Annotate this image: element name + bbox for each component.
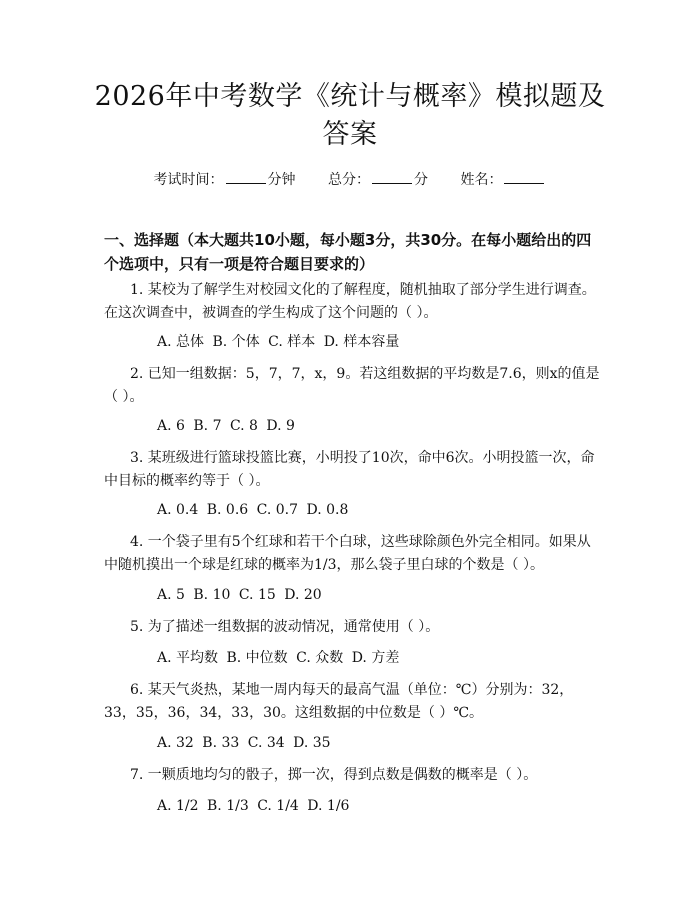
exam-time-field	[154, 172, 300, 188]
option: D. 样本容量	[323, 334, 400, 350]
option: C. 1/4	[257, 798, 299, 814]
option: A. 平均数	[157, 650, 219, 666]
student-name-blank	[504, 169, 544, 184]
option: A. 6	[157, 418, 185, 434]
question-1-options	[157, 332, 403, 352]
option: A. 32	[157, 735, 194, 751]
question-6-text: 6. 某天气炎热，某地一周内每天的最高气温（单位：℃）分别为：32，33，35，36，34，33，30。这组数据的中位数是（ ）℃。	[104, 682, 574, 721]
question-3-options	[157, 500, 352, 520]
option: C. 15	[238, 587, 276, 603]
question-4-text: 4. 一个袋子里有5个红球和若干个白球，这些球除颜色外完全相同。如果从中随机摸出一个球是红球的概率为1/3，那么袋子里白球的个数是（ ）。	[104, 534, 591, 573]
option: B. 中位数	[226, 650, 288, 666]
section-header-choice: 一、选择题（本大题共10小题，每小题3分，共30分。在每小题给出的四个选项中，只有一项是符合题目要求的）	[104, 231, 592, 273]
question-6-options	[157, 733, 335, 753]
option: B. 个体	[212, 334, 260, 350]
option: C. 8	[229, 418, 258, 434]
total-score-label: 总分：	[328, 172, 370, 188]
option: A. 0.4	[157, 502, 199, 518]
student-name-label: 姓名：	[460, 172, 503, 188]
option: A. 总体	[157, 334, 205, 350]
option: A. 5	[157, 587, 185, 603]
question-7-options	[157, 796, 353, 816]
question-2-options	[157, 416, 299, 436]
option: D. 方差	[351, 650, 400, 666]
option: B. 10	[193, 587, 231, 603]
total-score-field	[328, 172, 432, 188]
question-3-text: 3. 某班级进行篮球投篮比赛，小明投了10次，命中6次。小明投篮一次，命中目标的概率约等于（ ）。	[104, 450, 595, 489]
option: B. 1/3	[207, 798, 249, 814]
option: D. 0.8	[306, 502, 349, 518]
option: B. 0.6	[206, 502, 249, 518]
student-name-field	[460, 172, 546, 188]
option: A. 1/2	[157, 798, 199, 814]
question-7-text: 7. 一颗质地均匀的骰子，掷一次，得到点数是偶数的概率是（ ）。	[130, 767, 538, 783]
exam-time-unit: 分钟	[267, 172, 296, 188]
option: C. 34	[247, 735, 285, 751]
exam-time-blank	[226, 169, 266, 184]
option: C. 样本	[268, 334, 316, 350]
exam-info-line	[0, 169, 700, 190]
option: C. 0.7	[256, 502, 299, 518]
option: B. 33	[202, 735, 240, 751]
option: D. 9	[266, 418, 295, 434]
option: D. 1/6	[307, 798, 350, 814]
question-4-options	[157, 585, 326, 605]
exam-time-label: 考试时间：	[153, 172, 224, 188]
option: B. 7	[193, 418, 222, 434]
option: C. 众数	[296, 650, 344, 666]
total-score-blank	[372, 169, 412, 184]
document-title: 2026年中考数学《统计与概率》模拟题及答案	[94, 81, 606, 150]
question-1-text: 1. 某校为了解学生对校园文化的了解程度，随机抽取了部分学生进行调查。在这次调查中，被调查的学生构成了这个问题的（ ）。	[104, 282, 596, 321]
option: D. 20	[284, 587, 322, 603]
question-5-options	[157, 648, 403, 668]
question-2-text: 2. 已知一组数据：5，7，7，x，9。若这组数据的平均数是7.6，则x的值是（ ）。	[104, 366, 600, 405]
question-5-text: 5. 为了描述一组数据的波动情况，通常使用（ ）。	[130, 619, 440, 635]
total-score-unit: 分	[414, 172, 428, 188]
option: D. 35	[293, 735, 331, 751]
